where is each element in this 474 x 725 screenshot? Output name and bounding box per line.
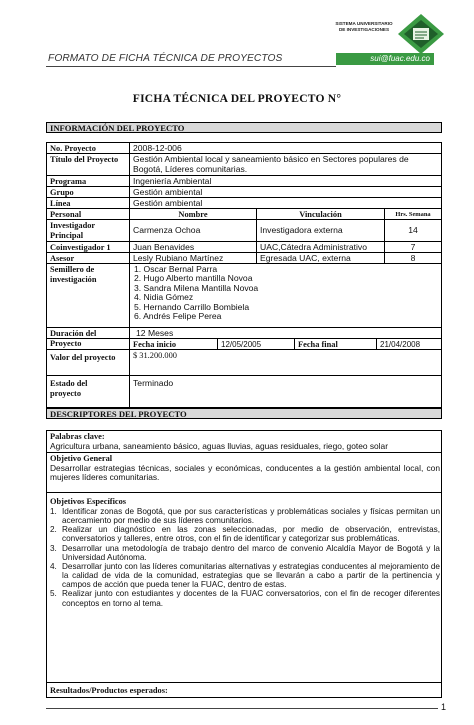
project-info-table xyxy=(46,142,442,408)
row-valor xyxy=(47,350,441,376)
estado-value: Terminado xyxy=(133,378,174,388)
row-programa xyxy=(47,176,441,187)
titulo-label: Título del Proyecto xyxy=(50,155,119,164)
document-title: FICHA TÉCNICA DEL PROYECTO N° xyxy=(132,92,342,105)
list-item: 4. Nidia Gómez xyxy=(134,292,194,303)
item-number: 2. xyxy=(50,525,57,535)
item-number: 5. xyxy=(50,589,57,599)
col-divider xyxy=(376,339,377,349)
col-nombre-header: Nombre xyxy=(178,210,208,219)
row-objetivos-especificos xyxy=(47,493,441,683)
programa-value: Ingeniería Ambiental xyxy=(133,176,212,186)
estado-label: Estado del proyecto xyxy=(50,379,88,398)
form-title: FORMATO DE FICHA TÉCNICA DE PROYECTOS xyxy=(48,53,283,64)
col-divider xyxy=(256,220,257,241)
titulo-value: Gestión Ambiental local y saneamiento básico en Sectores populares de Bogotá, Líderes comunitarias. xyxy=(133,154,409,174)
objetivo-general-label: Objetivo General xyxy=(50,454,113,463)
header-rule xyxy=(46,66,336,67)
valor-value: $ 31.200.000 xyxy=(133,351,177,360)
list-item: 2. Hugo Alberto mantilla Novoa xyxy=(134,273,253,284)
university-logo-icon xyxy=(398,14,444,54)
row-resultados xyxy=(47,683,441,697)
fecha-final-value: 21/04/2008 xyxy=(380,340,421,349)
linea-value: Gestión ambiental xyxy=(133,198,203,208)
item-text: Identificar zonas de Bogotá, que por sus características y problemáticas sociales y físicas permitan un acercamiento por medio de sus líderes comunitarios. xyxy=(62,507,440,526)
logo-line-1: SISTEMA UNIVERSITARIO xyxy=(335,21,393,26)
asesor-vinculacion: Egresada UAC, externa xyxy=(260,253,351,263)
investigador-vinculacion: Investigadora externa xyxy=(260,225,343,235)
row-semillero xyxy=(47,264,441,328)
list-item: 6. Andrés Felipe Perea xyxy=(134,311,222,322)
row-linea xyxy=(47,198,441,209)
col-hrs-header: Hrs. Semana xyxy=(395,211,431,218)
semillero-list xyxy=(134,265,258,321)
row-personal-header xyxy=(47,209,441,220)
list-item xyxy=(50,507,440,525)
personal-label: Personal xyxy=(50,210,82,219)
objetivos-list xyxy=(50,507,440,608)
list-item xyxy=(50,525,440,543)
palabras-value: Agricultura urbana, saneamiento básico, aguas lluvias, aguas residuales, riego, goteo solar xyxy=(50,441,388,451)
investigador-nombre: Carmenza Ochoa xyxy=(133,225,201,235)
investigador-label: Investigador Principal xyxy=(50,221,95,240)
list-item: 1. Oscar Bernal Parra xyxy=(134,264,218,274)
row-titulo xyxy=(47,154,441,176)
item-number: 3. xyxy=(50,543,57,553)
row-coinvestigador xyxy=(47,242,441,253)
no-proyecto-label: No. Proyecto xyxy=(50,144,96,153)
asesor-nombre: Lesly Rubiano Martínez xyxy=(133,253,224,263)
asesor-hrs: 8 xyxy=(410,253,416,263)
row-objetivo-general xyxy=(47,453,441,493)
row-estado xyxy=(47,376,441,407)
row-investigador xyxy=(47,220,441,242)
grupo-value: Gestión ambiental xyxy=(133,187,203,197)
list-item: 5. Hernando Carrillo Bombiela xyxy=(134,301,250,312)
fecha-inicio-value: 12/05/2005 xyxy=(221,340,262,349)
duracion-value: 12 Meses xyxy=(136,328,174,338)
item-text: Desarrollar una metodología de trabajo dentro del marco de convenio Alcaldía Mayor de Bogotá y la Universidad Autónoma. xyxy=(62,543,440,562)
coinvestigador-vinculacion: UAC,Cátedra Administrativo xyxy=(260,242,367,252)
duracion-label: Duración del Proyecto xyxy=(50,329,97,348)
semillero-label: Semillero de investigación xyxy=(50,265,97,284)
footer-rule xyxy=(46,708,438,709)
objetivos-especificos-label: Objetivos Específicos xyxy=(50,497,127,506)
list-item: 3. Sandra Milena Mantilla Novoa xyxy=(134,282,259,293)
grupo-label: Grupo xyxy=(50,188,74,197)
programa-label: Programa xyxy=(50,177,87,186)
item-text: Realizar junto con estudiantes y docentes de la FUAC conversatorios, con el fin de recoger diferentes conceptos en torno al tema. xyxy=(62,589,440,608)
asesor-label: Asesor xyxy=(50,254,75,263)
row-asesor xyxy=(47,253,441,264)
linea-label: Línea xyxy=(50,199,71,208)
section-info-header: INFORMACIÓN DEL PROYECTO xyxy=(46,122,442,133)
list-item xyxy=(50,544,440,562)
item-text: Desarrollar junto con las líderes comunitarias alternativas y estrategias conducentes al mejoramiento de la calidad de vida de la comunidad, estrategias que se llevarán a cabo a partir de la pertinencia y campos de acción que pueda tener la FUAC, dentro de estas. xyxy=(62,561,440,590)
resultados-label: Resultados/Productos esperados: xyxy=(50,686,168,695)
objetivo-general-value: Desarrollar estrategias técnicas, sociales y económicas, conducentes a la gestión ambiental local, con mujeres líderes comunitarias. xyxy=(50,463,440,483)
row-no-proyecto xyxy=(47,143,441,154)
section-descriptors-header: DESCRIPTORES DEL PROYECTO xyxy=(46,408,442,419)
palabras-label: Palabras clave: xyxy=(50,432,105,441)
item-text: Realizar un diagnóstico en las zonas seleccionadas, por medio de observación, entrevistas, conversatorios y talleres, entre otros, con el fin de identificar y categorizar sus problemáticas. xyxy=(62,525,440,544)
investigador-hrs: 14 xyxy=(408,225,418,235)
row-fechas xyxy=(47,339,441,350)
col-divider xyxy=(294,339,295,349)
coinvestigador-hrs: 7 xyxy=(410,242,416,252)
list-item xyxy=(50,589,440,607)
row-palabras xyxy=(47,431,441,453)
email-link[interactable]: sui@fuac.edu.co xyxy=(336,53,434,65)
fecha-inicio-label: Fecha inicio xyxy=(133,340,177,349)
no-proyecto-value: 2008-12-006 xyxy=(133,143,182,153)
coinvestigador-nombre: Juan Benavides xyxy=(133,242,195,252)
fecha-final-label: Fecha final xyxy=(298,340,338,349)
item-number: 1. xyxy=(50,507,57,516)
page-number: 1 xyxy=(441,702,447,712)
logo-text xyxy=(332,21,396,32)
col-divider xyxy=(256,242,257,252)
valor-label: Valor del proyecto xyxy=(50,353,116,362)
descriptors-table xyxy=(46,430,442,698)
coinvestigador-label: Coinvestigador 1 xyxy=(50,243,111,252)
col-vinculacion-header: Vinculación xyxy=(299,210,342,219)
col-divider xyxy=(217,339,218,349)
item-number: 4. xyxy=(50,561,57,571)
row-grupo xyxy=(47,187,441,198)
col-divider xyxy=(256,253,257,263)
logo-line-2: DE INVESTIGACIONES xyxy=(338,26,390,32)
list-item xyxy=(50,562,440,589)
